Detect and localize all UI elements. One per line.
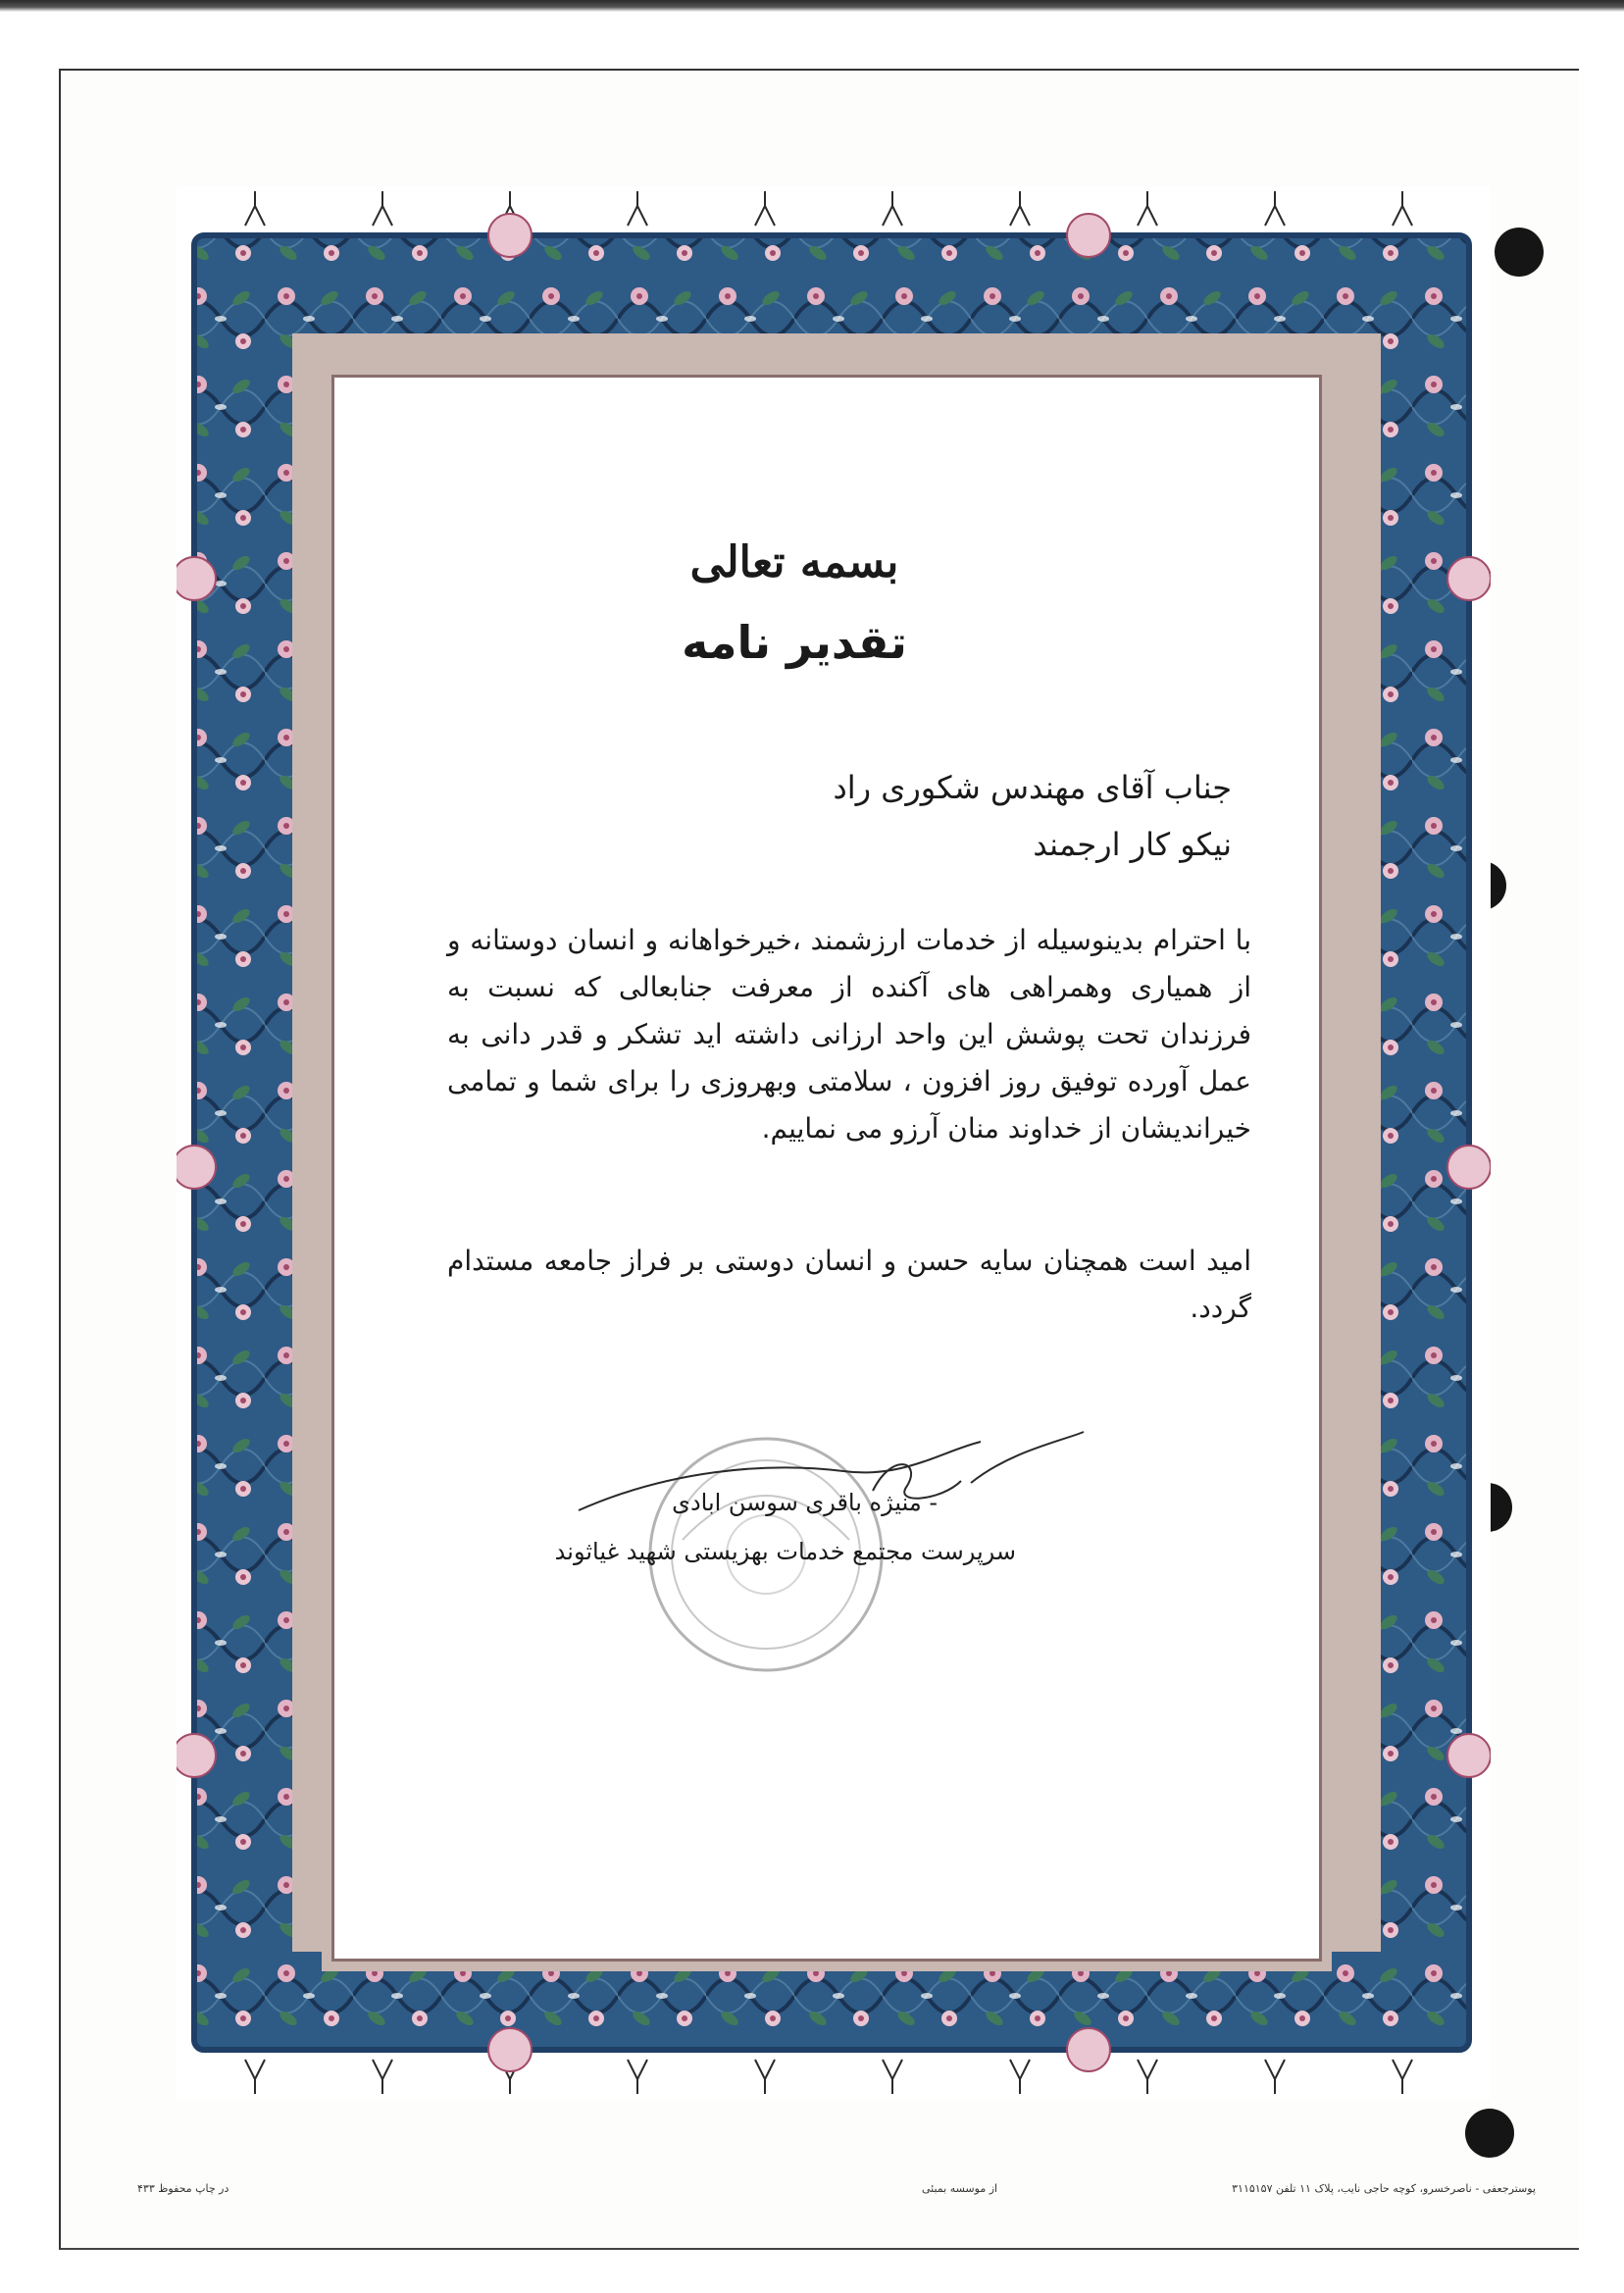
body-paragraph: امید است همچنان سایه حسن و انسان دوستی بر فراز جامعه مستدام گردد.	[447, 1245, 1251, 1324]
recipient-epithet: نیکو کار ارجمند	[1033, 826, 1232, 863]
publisher-address: پوسترجعفی - ناصرخسرو، کوچه حاجی نایب، پلاک ۱۱ تلفن ۳۱۱۵۱۵۷	[1232, 2182, 1536, 2195]
certificate-content-panel	[331, 375, 1322, 1962]
scan-edge	[0, 0, 1624, 12]
body-paragraph: با احترام بدینوسیله از خدمات ارزشمند ،خیرخواهانه و انسان دوستانه و از همیاری وهمراهی های آکنده از معرفت جنابعالی که نسبت به فرزندان تحت پوشش این واحد ارزانی داشته اید تشکر و قدر دانی به عمل آورده توفیق روز افزون ، سلامتی وبهروزی را برای شما و تمامی خیراندیشان از خداوند منان آرزو می نماییم.	[447, 924, 1251, 1145]
certificate-title: تقدیر نامه	[682, 616, 907, 669]
punch-hole	[1495, 228, 1544, 277]
recipient-name: جناب آقای مهندس شکوری راد	[833, 769, 1232, 806]
publisher-name: از موسسه بمبئی	[922, 2182, 998, 2195]
print-code: در چاپ محفوظ ۴۳۳	[137, 2182, 229, 2195]
punch-hole	[1465, 2109, 1514, 2158]
bismillah-heading: بسمه تعالی	[689, 537, 899, 587]
signatory-title: سرپرست مجتمع خدمات بهزیستی شهید غیاثوند	[554, 1538, 1016, 1565]
handwritten-signature	[549, 1412, 1098, 1540]
signatory-name: - منیژه باقری سوسن ابادی	[672, 1489, 938, 1516]
